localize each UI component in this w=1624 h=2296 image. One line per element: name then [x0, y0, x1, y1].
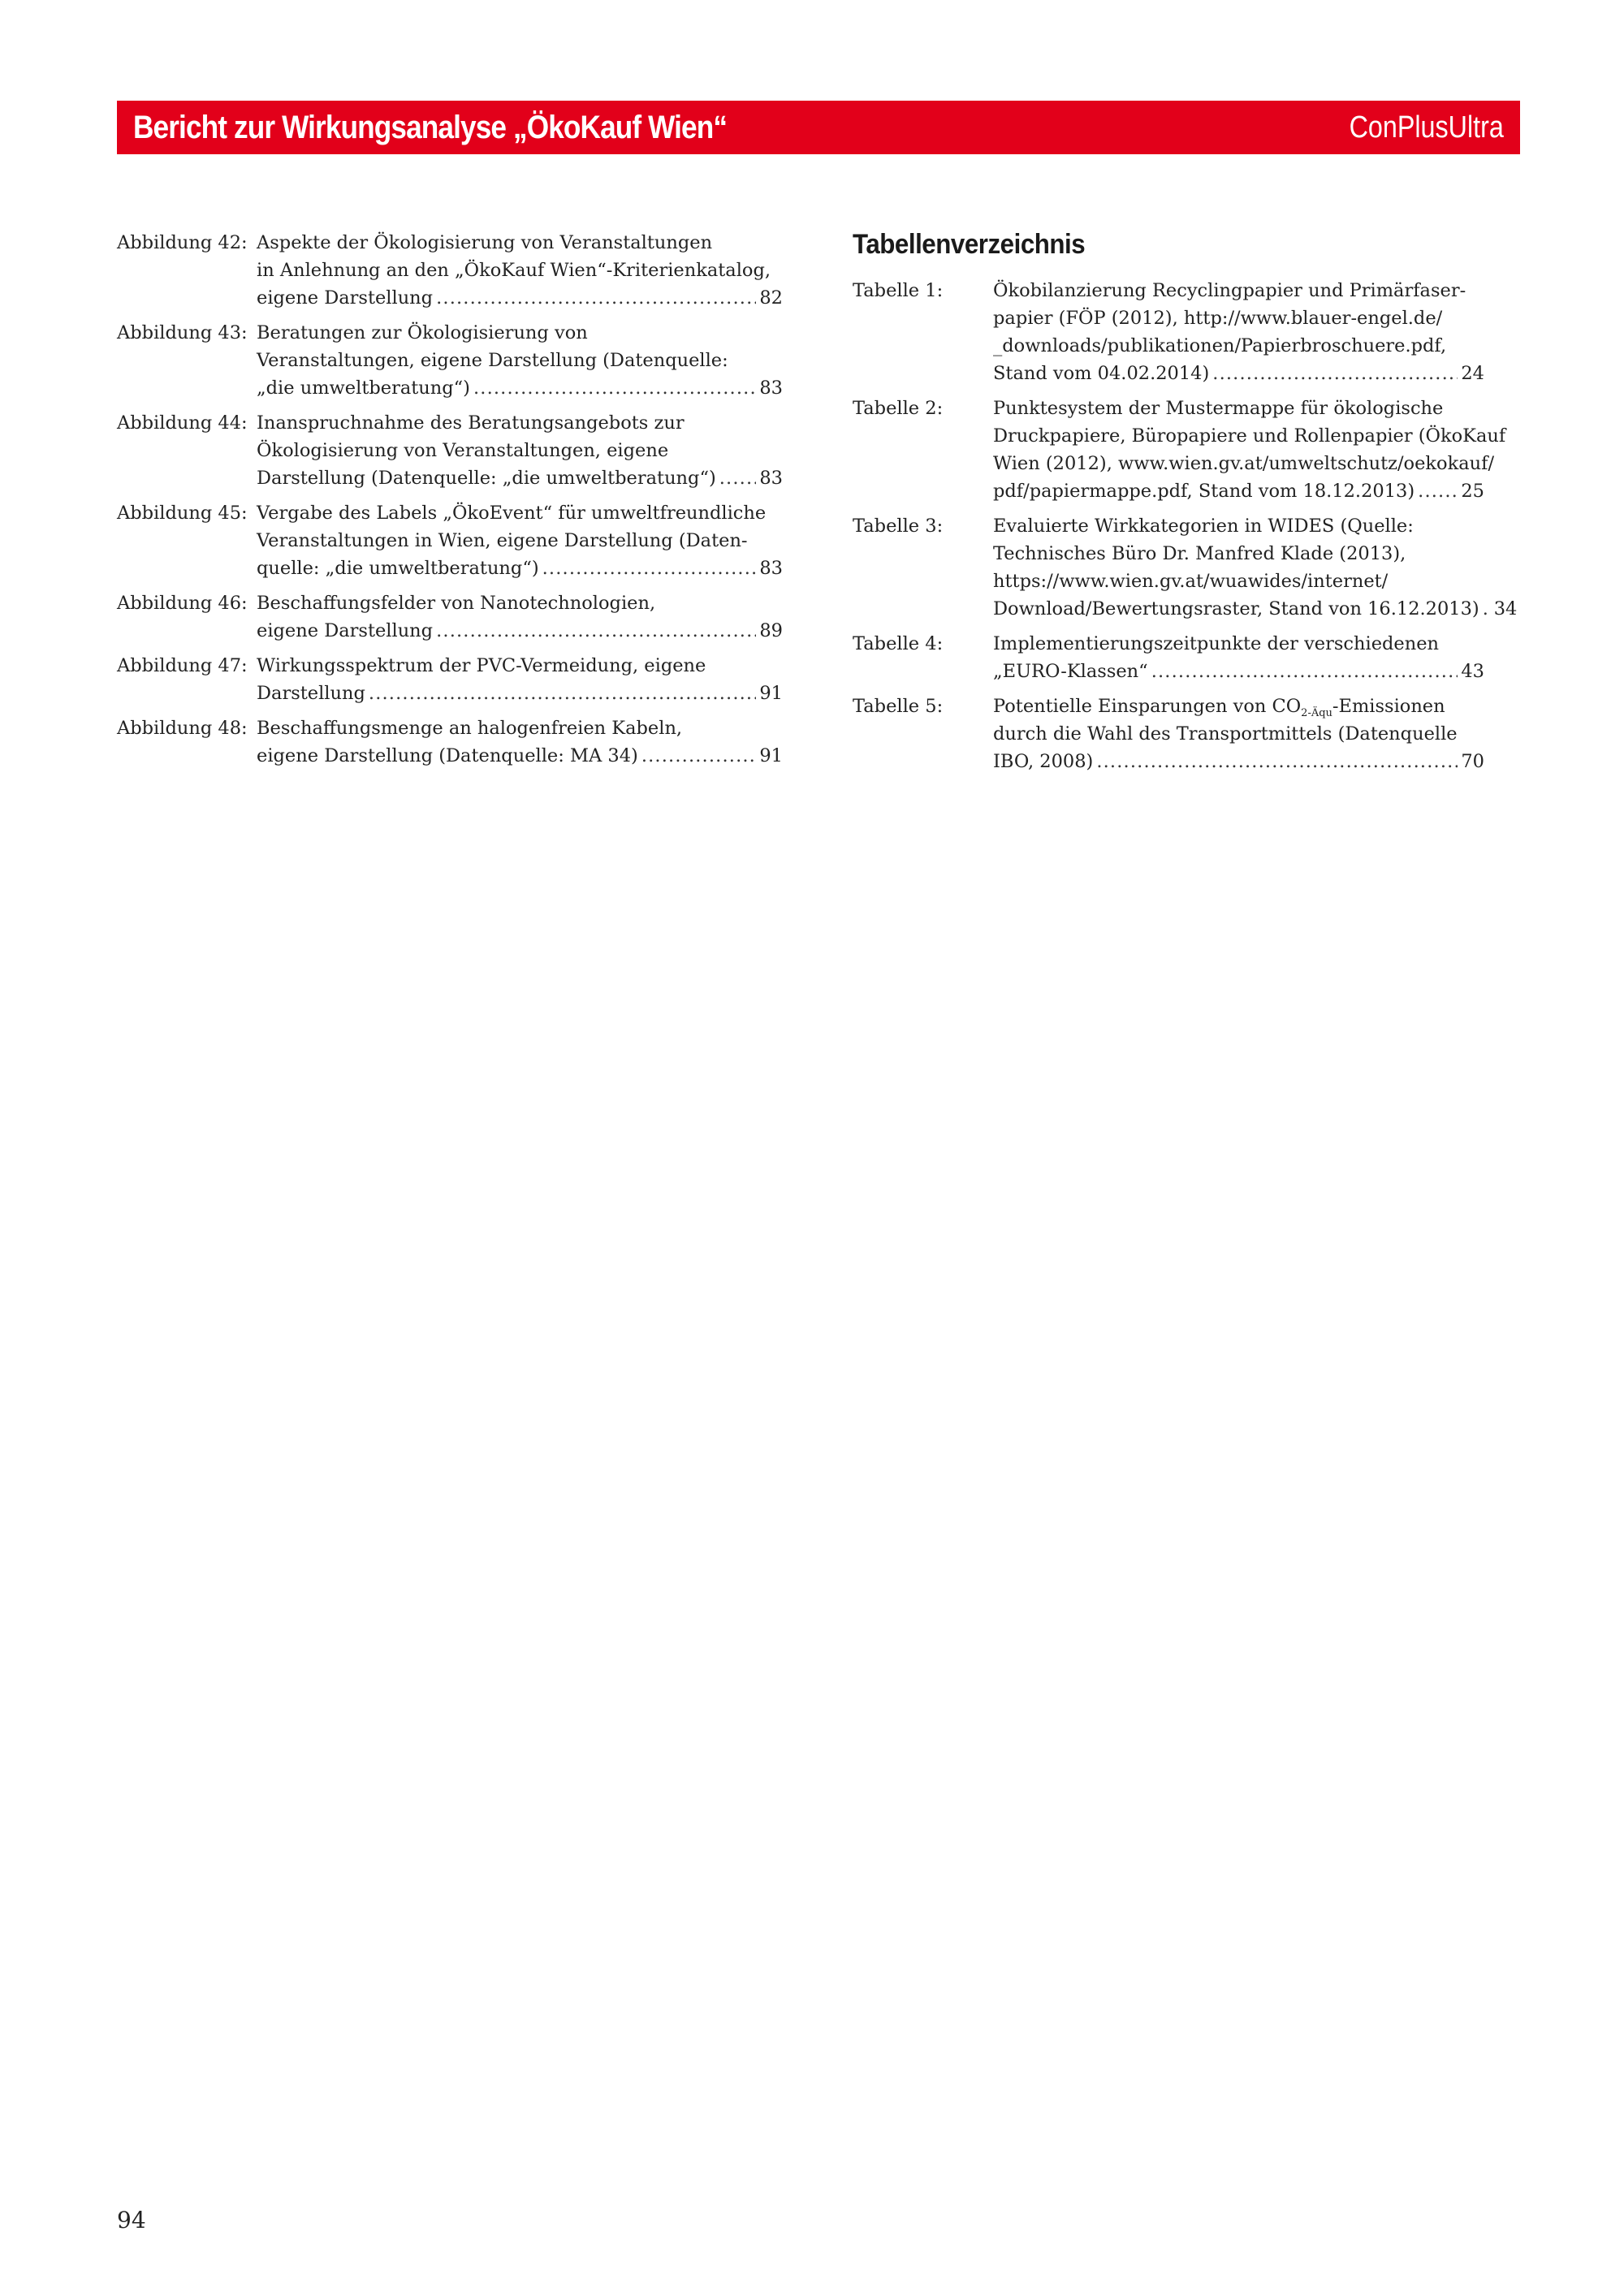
- entry-label: Tabelle 2:: [853, 398, 944, 419]
- dot-leader: [436, 284, 756, 312]
- entry-line: „die umweltberatung“): [257, 378, 470, 399]
- entry-line: Wien (2012), www.wien.gv.at/umweltschutz/oekokauf/: [993, 453, 1495, 474]
- entry-line: https://www.wien.gv.at/wuawides/internet/: [993, 571, 1389, 592]
- entry-line: Ökobilanzierung Recyclingpapier und Primärfaser-: [993, 280, 1466, 301]
- section-title: Tabellenverzeichnis: [853, 229, 1086, 260]
- report-header-bar: [117, 101, 1520, 154]
- page-ref: 83: [759, 468, 783, 489]
- entry-line: Vergabe des Labels „ÖkoEvent“ für umweltfreundliche: [257, 503, 767, 524]
- entry-line: _downloads/publikationen/Papierbroschuere.pdf,: [993, 335, 1447, 356]
- entry-line: Aspekte der Ökologisierung von Veranstaltungen: [257, 232, 713, 253]
- dot-leader: [719, 464, 757, 492]
- page-ref: 70: [1461, 751, 1484, 772]
- entry-line-part: Potentielle Einsparungen von CO: [993, 696, 1302, 717]
- figure-entry[interactable]: [117, 499, 783, 582]
- dot-leader: [1212, 360, 1458, 387]
- entry-text: [257, 589, 783, 645]
- entry-line: Druckpapiere, Büropapiere und Rollenpapier (ÖkoKauf: [993, 425, 1506, 447]
- page-ref: 43: [1461, 661, 1484, 682]
- entry-label: Abbildung 45:: [117, 503, 248, 524]
- entry-text: [257, 499, 783, 582]
- entry-text: [993, 630, 1484, 685]
- entry-line: Beratungen zur Ökologisierung von: [257, 322, 588, 343]
- entry-line: papier (FÖP (2012), http://www.blauer-engel.de/: [993, 308, 1443, 329]
- entry-text: [993, 395, 1506, 505]
- entry-line: [993, 693, 1484, 720]
- figure-entry[interactable]: [117, 229, 783, 312]
- entry-label: Abbildung 47:: [117, 655, 248, 676]
- entry-line: Ökologisierung von Veranstaltungen, eigene: [257, 440, 669, 461]
- entry-line: IBO, 2008): [993, 751, 1094, 772]
- entry-line-part: -Emissionen: [1332, 696, 1445, 717]
- entry-text: [993, 693, 1484, 775]
- dot-leader: [473, 374, 756, 402]
- entry-line: in Anlehnung an den „ÖkoKauf Wien“-Kriterienkatalog,: [257, 260, 771, 281]
- entry-line: „EURO-Klassen“: [993, 661, 1148, 682]
- entry-line: eigene Darstellung: [257, 620, 434, 641]
- entry-label: Tabelle 5:: [853, 696, 944, 717]
- entry-label: Abbildung 42:: [117, 232, 248, 253]
- page-ref: 34: [1493, 598, 1518, 619]
- figure-entry[interactable]: [117, 319, 783, 402]
- entry-line: Stand vom 04.02.2014): [993, 363, 1210, 384]
- entry-line: Punktesystem der Mustermappe für ökologische: [993, 398, 1444, 419]
- entry-line: Technisches Büro Dr. Manfred Klade (2013),: [993, 543, 1406, 564]
- figure-entry[interactable]: [117, 652, 783, 707]
- report-title: Bericht zur Wirkungsanalyse „ÖkoKauf Wien“: [133, 109, 728, 145]
- entry-label: Abbildung 46:: [117, 593, 248, 614]
- entry-line: durch die Wahl des Transportmittels (Datenquelle: [993, 723, 1458, 744]
- entry-text: [257, 229, 783, 312]
- dot-leader: [1151, 658, 1458, 685]
- page-ref: 89: [759, 620, 783, 641]
- page-ref: 24: [1461, 363, 1484, 384]
- entry-line: eigene Darstellung (Datenquelle: MA 34): [257, 745, 638, 766]
- entry-line: Darstellung (Datenquelle: „die umweltberatung“): [257, 468, 716, 489]
- dot-leader: [1483, 595, 1491, 623]
- page-ref: 83: [759, 378, 783, 399]
- entry-label: Abbildung 43:: [117, 322, 248, 343]
- entry-line: eigene Darstellung: [257, 287, 434, 309]
- table-list: [853, 229, 1518, 783]
- entry-line: Veranstaltungen in Wien, eigene Darstellung (Daten-: [257, 530, 748, 551]
- dot-leader: [1096, 748, 1458, 775]
- dot-leader: [542, 555, 757, 582]
- entry-line: Evaluierte Wirkkategorien in WIDES (Quelle:: [993, 516, 1414, 537]
- figure-entry[interactable]: [117, 409, 783, 492]
- page-number: 94: [117, 2207, 146, 2233]
- entry-text: [993, 277, 1484, 387]
- page-ref: 83: [759, 558, 783, 579]
- entry-text: [257, 714, 783, 770]
- entry-line: Wirkungsspektrum der PVC-Vermeidung, eigene: [257, 655, 706, 676]
- entry-line: pdf/papiermappe.pdf, Stand vom 18.12.2013): [993, 481, 1415, 502]
- entry-line: Download/Bewertungsraster, Stand von 16.12.2013): [993, 598, 1479, 619]
- entry-line: Inanspruchnahme des Beratungsangebots zur: [257, 412, 685, 434]
- figure-list: [117, 229, 783, 777]
- page-ref: 91: [759, 683, 783, 704]
- entry-line: quelle: „die umweltberatung“): [257, 558, 539, 579]
- table-entry[interactable]: [853, 630, 1484, 685]
- entry-label: Tabelle 4:: [853, 633, 944, 654]
- page-ref: 25: [1461, 481, 1484, 502]
- page-ref: 82: [759, 287, 783, 309]
- entry-label: Abbildung 48:: [117, 718, 248, 739]
- table-entry[interactable]: [853, 277, 1484, 387]
- entry-line: Beschaffungsfelder von Nanotechnologien,: [257, 593, 656, 614]
- figure-entry[interactable]: [117, 589, 783, 645]
- entry-text: [257, 319, 783, 402]
- figure-entry[interactable]: [117, 714, 783, 770]
- table-entry[interactable]: [853, 395, 1506, 505]
- entry-label: Tabelle 1:: [853, 280, 944, 301]
- page-ref: 91: [759, 745, 783, 766]
- subscript: 2-Äqu: [1301, 707, 1332, 719]
- entry-line: Veranstaltungen, eigene Darstellung (Datenquelle:: [257, 350, 728, 371]
- table-entry[interactable]: [853, 512, 1518, 623]
- entry-label: Abbildung 44:: [117, 412, 248, 434]
- entry-label: Tabelle 3:: [853, 516, 944, 537]
- dot-leader: [369, 680, 756, 707]
- entry-text: [257, 652, 783, 707]
- dot-leader: [436, 617, 756, 645]
- dot-leader: [641, 742, 757, 770]
- table-entry[interactable]: [853, 693, 1484, 775]
- entry-text: [993, 512, 1518, 623]
- entry-line: Implementierungszeitpunkte der verschiedenen: [993, 633, 1440, 654]
- entry-line: Darstellung: [257, 683, 365, 704]
- entry-text: [257, 409, 783, 492]
- dot-leader: [1418, 477, 1458, 505]
- entry-line: Beschaffungsmenge an halogenfreien Kabeln,: [257, 718, 683, 739]
- brand-name: ConPlusUltra: [1349, 110, 1504, 145]
